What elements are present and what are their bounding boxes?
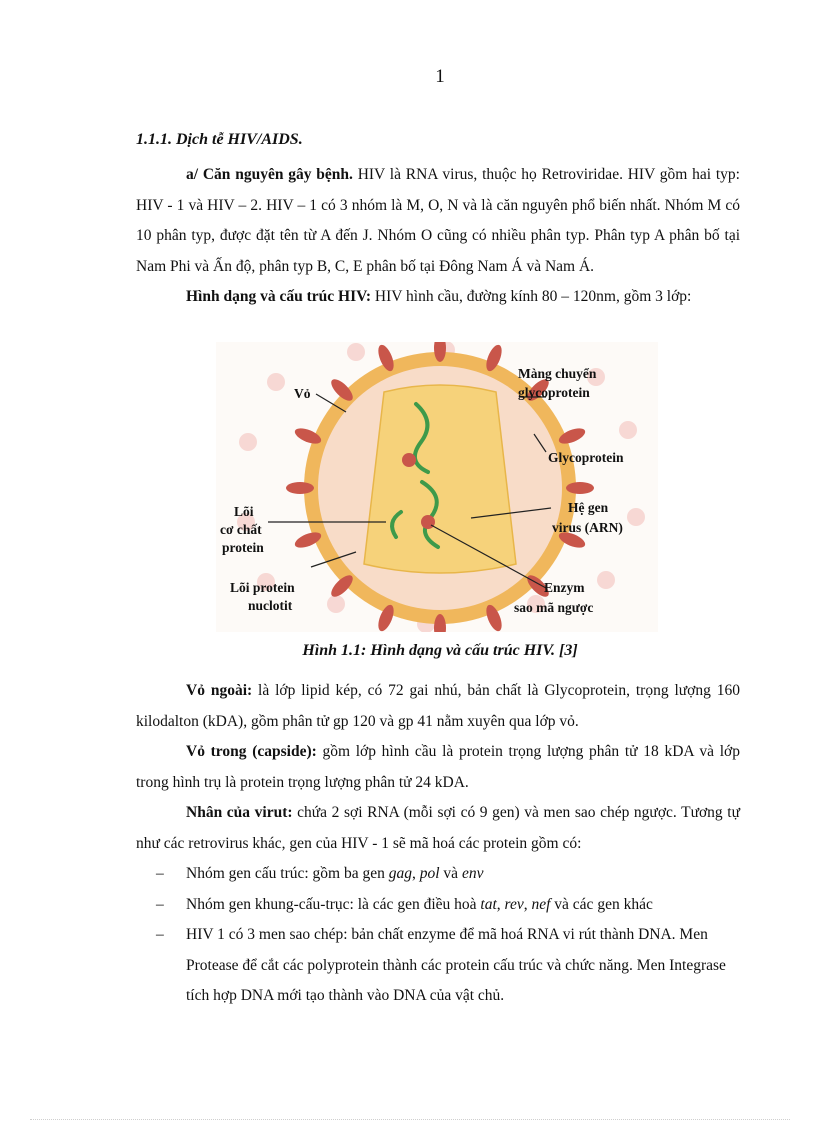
list-item-1-and: và bbox=[439, 865, 462, 882]
inner-shell-label: Vỏ trong (capside): bbox=[186, 743, 317, 760]
bottom-divider bbox=[30, 1119, 790, 1120]
shape-text: HIV hình cầu, đường kính 80 – 120nm, gồm 3 lớp: bbox=[371, 288, 692, 305]
gene-env: env bbox=[461, 865, 484, 882]
comma: , bbox=[496, 895, 505, 913]
structure-block bbox=[136, 676, 740, 1012]
label-loi-3: protein bbox=[222, 540, 264, 555]
label-hegen-2: virus (ARN) bbox=[552, 520, 623, 535]
inner-shell-text: gồm lớp hình cầu là protein trọng lượng phân tử 18 kDA và lớp trong hình trụ là protein trọng lượng phân tử 24 kDA. bbox=[136, 743, 740, 791]
gene-rev: rev bbox=[504, 895, 524, 913]
paragraph-inner-shell bbox=[136, 737, 740, 798]
comma: , bbox=[411, 865, 420, 882]
section-title: 1.1.1. Dịch tễ HIV/AIDS. bbox=[136, 131, 303, 148]
label-enzym-2: sao mã ngược bbox=[514, 600, 594, 615]
list-item bbox=[136, 890, 740, 921]
paragraph-shape bbox=[136, 282, 740, 313]
cause-label: a/ Căn nguyên gây bệnh. bbox=[186, 166, 353, 183]
figure-caption: Hình 1.1: Hình dạng và cấu trúc HIV. [3] bbox=[302, 642, 578, 659]
shape-label: Hình dạng và cấu trúc HIV: bbox=[186, 288, 372, 305]
paragraph-nucleus bbox=[136, 798, 740, 859]
label-hegen-1: Hệ gen bbox=[568, 500, 609, 515]
paragraph-cause bbox=[136, 160, 740, 282]
list-dash: – bbox=[156, 895, 164, 913]
gene-tat: tat bbox=[480, 895, 497, 913]
protein-core bbox=[364, 385, 516, 573]
list-item bbox=[136, 920, 740, 1012]
label-vo: Vỏ bbox=[294, 386, 311, 401]
intro-block bbox=[136, 160, 740, 313]
label-enzym-1: Enzym bbox=[544, 580, 585, 595]
comma: , bbox=[523, 895, 532, 913]
list-item-3-text: HIV 1 có 3 men sao chép: bản chất enzyme để mã hoá RNA vi rút thành DNA. Men Protease để cắt các polyprotein thành các protein cấu trúc và chức năng. Men Integrase tích hợp DNA mới tạo thành vào DNA của vật chủ. bbox=[186, 926, 726, 1004]
list-item-2-text: Nhóm gen khung-cấu-trục: là các gen điều hoà bbox=[186, 895, 481, 913]
outer-shell-label: Vỏ ngoài: bbox=[186, 682, 253, 699]
label-loi-2: cơ chất bbox=[220, 522, 262, 537]
label-mang-1: Màng chuyển bbox=[518, 366, 597, 381]
list-dash: – bbox=[156, 926, 164, 943]
label-glycoprotein: Glycoprotein bbox=[548, 450, 624, 465]
gene-nef: nef bbox=[531, 895, 551, 913]
nucleus-label: Nhân của virut: bbox=[186, 804, 293, 821]
list-item-1-text: Nhóm gen cấu trúc: gồm ba gen bbox=[186, 865, 389, 882]
gene-pol: pol bbox=[419, 865, 440, 882]
hiv-structure-figure bbox=[216, 342, 658, 632]
outer-shell-text: là lớp lipid kép, có 72 gai nhú, bản chất là Glycoprotein, trọng lượng 160 kilodalton (kDA), gồm phân tử gp 120 và gp 41 nằm xuyên qua lớp vỏ. bbox=[136, 682, 740, 730]
list-item bbox=[136, 859, 740, 890]
label-loiprotein-2: nuclotit bbox=[248, 598, 293, 613]
label-loiprotein-1: Lõi protein bbox=[230, 580, 295, 595]
gene-gag: gag bbox=[388, 865, 412, 882]
list-item-2-end: và các gen khác bbox=[550, 895, 653, 913]
paragraph-outer-shell bbox=[136, 676, 740, 737]
label-loi-1: Lõi bbox=[234, 504, 254, 519]
nucleus-text: chứa 2 sợi RNA (mỗi sợi có 9 gen) và men sao chép ngược. Tương tự như các retrovirus khác, gen của HIV - 1 sẽ mã hoá các protein gồm có: bbox=[136, 804, 740, 852]
cause-text: HIV là RNA virus, thuộc họ Retroviridae. HIV gồm hai typ: HIV - 1 và HIV – 2. HIV – 1 có 3 nhóm là M, O, N và là căn nguyên phổ biến nhất. Nhóm M có 10 phân typ, được đặt tên từ A đến J. Nhóm O cũng có nhiều phân typ. Phân typ A phân bố tại Nam Phi và Ấn độ, phân typ B, C, E phân bố tại Đông Nam Á và Nam Á. bbox=[136, 166, 740, 275]
list-dash: – bbox=[156, 865, 164, 882]
label-mang-2: glycoprotein bbox=[518, 385, 590, 400]
page-number: 1 bbox=[435, 66, 445, 87]
